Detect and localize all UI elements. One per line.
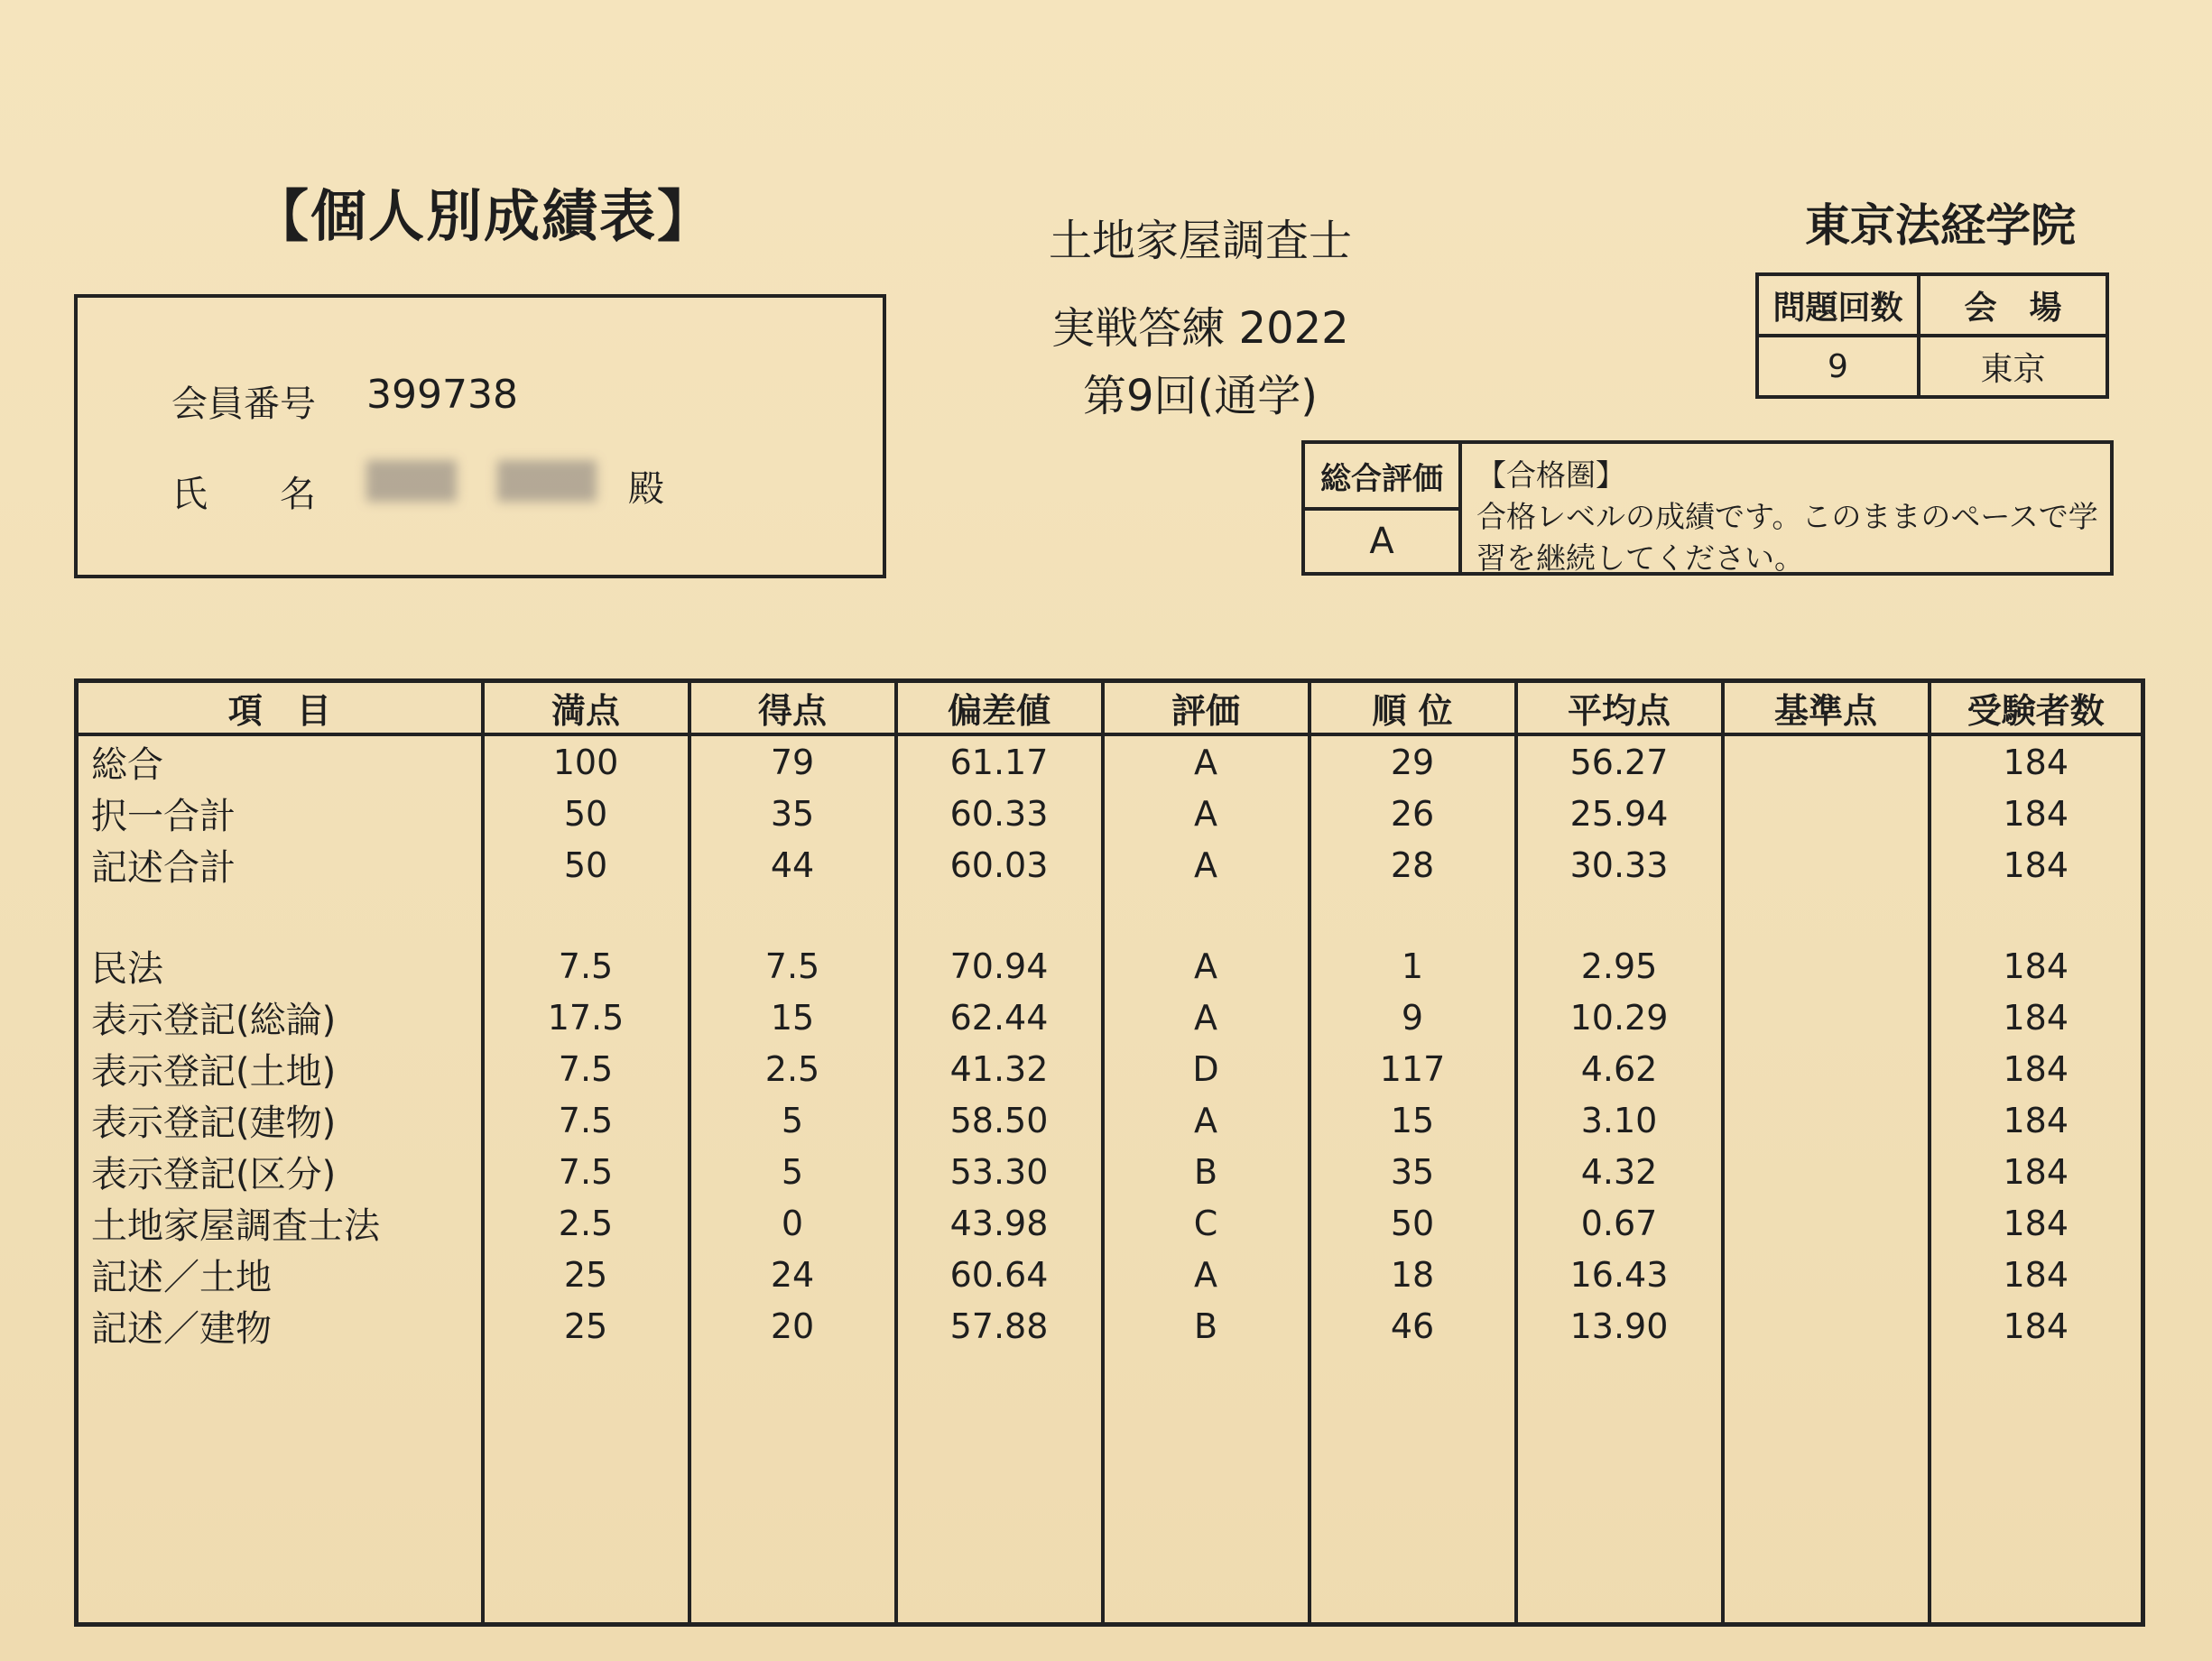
table-cell: A xyxy=(1103,1249,1310,1300)
overall-eval-value: A xyxy=(1369,521,1394,562)
table-cell: 18 xyxy=(1310,1249,1516,1300)
table-cell xyxy=(1723,1197,1930,1249)
table-cell: 13.90 xyxy=(1516,1300,1723,1352)
table-cell: 4.62 xyxy=(1516,1043,1723,1094)
table-cell: 7.5 xyxy=(483,1146,690,1197)
table-cell: 61.17 xyxy=(896,734,1103,788)
venue-value: 東京 xyxy=(1919,336,2107,397)
table-cell: 24 xyxy=(690,1249,896,1300)
table-cell: 184 xyxy=(1930,1300,2143,1352)
table-cell: 記述合計 xyxy=(77,839,483,890)
table-row xyxy=(77,1146,2143,1197)
table-cell xyxy=(1723,1300,1930,1352)
table-cell: 70.94 xyxy=(896,940,1103,992)
table-cell: 184 xyxy=(1930,734,2143,788)
table-cell: 20 xyxy=(690,1300,896,1352)
member-number-label: 会員番号 xyxy=(171,383,316,425)
table-cell: 25 xyxy=(483,1249,690,1300)
table-cell xyxy=(1723,1043,1930,1094)
grades-table xyxy=(74,678,2145,1627)
table-cell: 184 xyxy=(1930,788,2143,839)
round-value: 9 xyxy=(1757,336,1919,397)
table-cell xyxy=(1723,940,1930,992)
redacted-name-block xyxy=(497,460,597,502)
table-cell xyxy=(1723,788,1930,839)
table-cell: 50 xyxy=(483,839,690,890)
overall-eval-message: 合格レベルの成績です。このままのペースで学習を継続してください。 xyxy=(1476,499,2098,576)
table-row xyxy=(77,1094,2143,1146)
table-cell: 7.5 xyxy=(483,940,690,992)
table-cell: 184 xyxy=(1930,1197,2143,1249)
table-cell: 100 xyxy=(483,734,690,788)
table-cell: 2.95 xyxy=(1516,940,1723,992)
table-cell: 50 xyxy=(1310,1197,1516,1249)
table-row xyxy=(77,788,2143,839)
table-cell: 0.67 xyxy=(1516,1197,1723,1249)
table-cell: 79 xyxy=(690,734,896,788)
table-cell: 184 xyxy=(1930,839,2143,890)
table-cell: 26 xyxy=(1310,788,1516,839)
table-cell: 50 xyxy=(483,788,690,839)
table-cell: 15 xyxy=(1310,1094,1516,1146)
table-cell: 土地家屋調査士法 xyxy=(77,1197,483,1249)
table-cell: 43.98 xyxy=(896,1197,1103,1249)
table-cell: A xyxy=(1103,992,1310,1043)
table-cell: 7.5 xyxy=(483,1094,690,1146)
exam-round: 第9回(通学) xyxy=(1083,371,1318,421)
table-cell xyxy=(1723,1094,1930,1146)
table-cell: 35 xyxy=(1310,1146,1516,1197)
honorific: 殿 xyxy=(628,468,664,510)
table-row xyxy=(77,940,2143,992)
table-cell: 表示登記(区分) xyxy=(77,1146,483,1197)
table-cell xyxy=(1723,1249,1930,1300)
table-cell: 7.5 xyxy=(483,1043,690,1094)
table-cell: A xyxy=(1103,940,1310,992)
table-cell: 17.5 xyxy=(483,992,690,1043)
table-cell xyxy=(1723,839,1930,890)
table-cell: 62.44 xyxy=(896,992,1103,1043)
table-cell: 184 xyxy=(1930,992,2143,1043)
table-cell: 184 xyxy=(1930,1249,2143,1300)
header-cell: 満点 xyxy=(483,681,690,735)
table-cell: B xyxy=(1103,1146,1310,1197)
table-row xyxy=(77,1249,2143,1300)
table-cell: 16.43 xyxy=(1516,1249,1723,1300)
exam-series: 実戦答練 2022 xyxy=(1051,303,1349,354)
header-cell: 基準点 xyxy=(1723,681,1930,735)
table-cell: 56.27 xyxy=(1516,734,1723,788)
overall-eval-label: 総合評価 xyxy=(1305,444,1458,511)
table-cell: 5 xyxy=(690,1146,896,1197)
table-cell: 117 xyxy=(1310,1043,1516,1094)
session-info-table xyxy=(1755,272,2109,399)
exam-name: 土地家屋調査士 xyxy=(1048,216,1352,266)
header-cell: 評価 xyxy=(1103,681,1310,735)
table-cell: 184 xyxy=(1930,1146,2143,1197)
table-cell: 28 xyxy=(1310,839,1516,890)
spacer-row xyxy=(77,890,2143,940)
table-cell: 7.5 xyxy=(690,940,896,992)
table-cell: A xyxy=(1103,788,1310,839)
table-cell: A xyxy=(1103,1094,1310,1146)
venue-label: 会 場 xyxy=(1919,274,2107,336)
header-cell: 平均点 xyxy=(1516,681,1723,735)
table-cell: 択一合計 xyxy=(77,788,483,839)
table-row xyxy=(77,1300,2143,1352)
table-cell: 44 xyxy=(690,839,896,890)
table-cell: 25.94 xyxy=(1516,788,1723,839)
table-cell: D xyxy=(1103,1043,1310,1094)
grades-header-row xyxy=(77,681,2143,735)
table-cell: 10.29 xyxy=(1516,992,1723,1043)
document-title: 【個人別成績表】 xyxy=(253,183,716,249)
header-cell: 順 位 xyxy=(1310,681,1516,735)
member-number-value: 399738 xyxy=(366,372,518,418)
table-cell: 184 xyxy=(1930,1043,2143,1094)
table-cell: 15 xyxy=(690,992,896,1043)
table-cell: 2.5 xyxy=(690,1043,896,1094)
table-cell: 184 xyxy=(1930,940,2143,992)
table-cell: 表示登記(総論) xyxy=(77,992,483,1043)
header-cell: 偏差値 xyxy=(896,681,1103,735)
table-cell: 総合 xyxy=(77,734,483,788)
member-info-box xyxy=(74,294,886,578)
table-cell: 3.10 xyxy=(1516,1094,1723,1146)
table-cell: 0 xyxy=(690,1197,896,1249)
table-cell: A xyxy=(1103,839,1310,890)
table-cell: 184 xyxy=(1930,1094,2143,1146)
header-cell: 受験者数 xyxy=(1930,681,2143,735)
table-cell: 46 xyxy=(1310,1300,1516,1352)
table-cell xyxy=(1723,992,1930,1043)
table-cell: 9 xyxy=(1310,992,1516,1043)
table-cell: 4.32 xyxy=(1516,1146,1723,1197)
table-row xyxy=(77,1197,2143,1249)
table-cell: 1 xyxy=(1310,940,1516,992)
table-cell: 53.30 xyxy=(896,1146,1103,1197)
table-cell: 29 xyxy=(1310,734,1516,788)
table-cell xyxy=(1723,1146,1930,1197)
table-cell: 60.64 xyxy=(896,1249,1103,1300)
member-name-label: 氏 名 xyxy=(171,474,316,515)
school-name: 東京法経学院 xyxy=(1805,199,2076,252)
table-cell: 30.33 xyxy=(1516,839,1723,890)
round-label: 問題回数 xyxy=(1757,274,1919,336)
filler-row xyxy=(77,1352,2143,1625)
table-cell xyxy=(1723,734,1930,788)
table-cell: 記述／土地 xyxy=(77,1249,483,1300)
table-cell: 表示登記(土地) xyxy=(77,1043,483,1094)
table-cell: 58.50 xyxy=(896,1094,1103,1146)
table-cell: 民法 xyxy=(77,940,483,992)
table-cell: 41.32 xyxy=(896,1043,1103,1094)
header-cell: 項 目 xyxy=(77,681,483,735)
header-cell: 得点 xyxy=(690,681,896,735)
table-row xyxy=(77,839,2143,890)
table-row xyxy=(77,734,2143,788)
table-cell: 57.88 xyxy=(896,1300,1103,1352)
table-cell: 2.5 xyxy=(483,1197,690,1249)
table-cell: C xyxy=(1103,1197,1310,1249)
redacted-name-block xyxy=(366,460,457,502)
table-cell: 表示登記(建物) xyxy=(77,1094,483,1146)
table-row xyxy=(77,1043,2143,1094)
overall-evaluation-box xyxy=(1301,440,2114,576)
table-cell: 25 xyxy=(483,1300,690,1352)
table-cell: 35 xyxy=(690,788,896,839)
table-cell: 記述／建物 xyxy=(77,1300,483,1352)
table-cell: A xyxy=(1103,734,1310,788)
table-cell: B xyxy=(1103,1300,1310,1352)
overall-eval-heading: 【合格圏】 xyxy=(1476,457,1625,493)
table-row xyxy=(77,992,2143,1043)
table-cell: 5 xyxy=(690,1094,896,1146)
table-cell: 60.33 xyxy=(896,788,1103,839)
table-cell: 60.03 xyxy=(896,839,1103,890)
